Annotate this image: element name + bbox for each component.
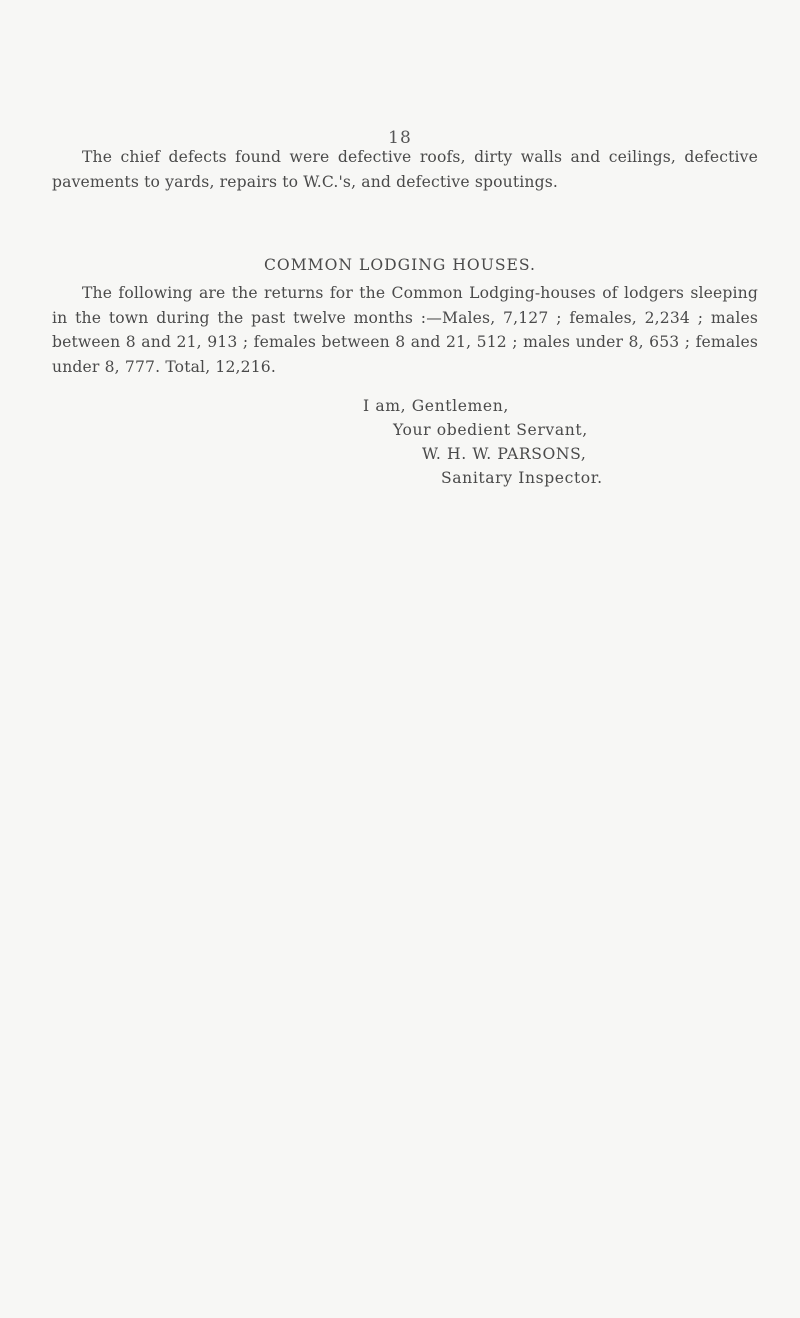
signature-closing: I am, Gentlemen, [363,397,509,415]
paragraph-defects: The chief defects found were defective roofs, dirty walls and ceilings, defective pavements to yards, repairs to W.C.'s, and defective spoutings. [52,148,758,191]
section-heading: COMMON LODGING HOUSES. [263,256,537,274]
paragraph-lodging-returns: The following are the returns for the Common Lodging-houses of lodgers sleeping in the town during the past twelve months :—Males, 7,127 ; females, 2,234 ; males between 8 and 21, 913 ; females between 8 and 21, 512 ; males under 8, 653 ; females under 8, 777. Total, 12,216. [52,284,758,376]
page-number: 18 [388,128,412,148]
signature-name: W. H. W. PARSONS, [422,445,587,463]
signature-salutation: Your obedient Servant, [393,421,588,439]
signature-title: Sanitary Inspector. [441,469,603,487]
